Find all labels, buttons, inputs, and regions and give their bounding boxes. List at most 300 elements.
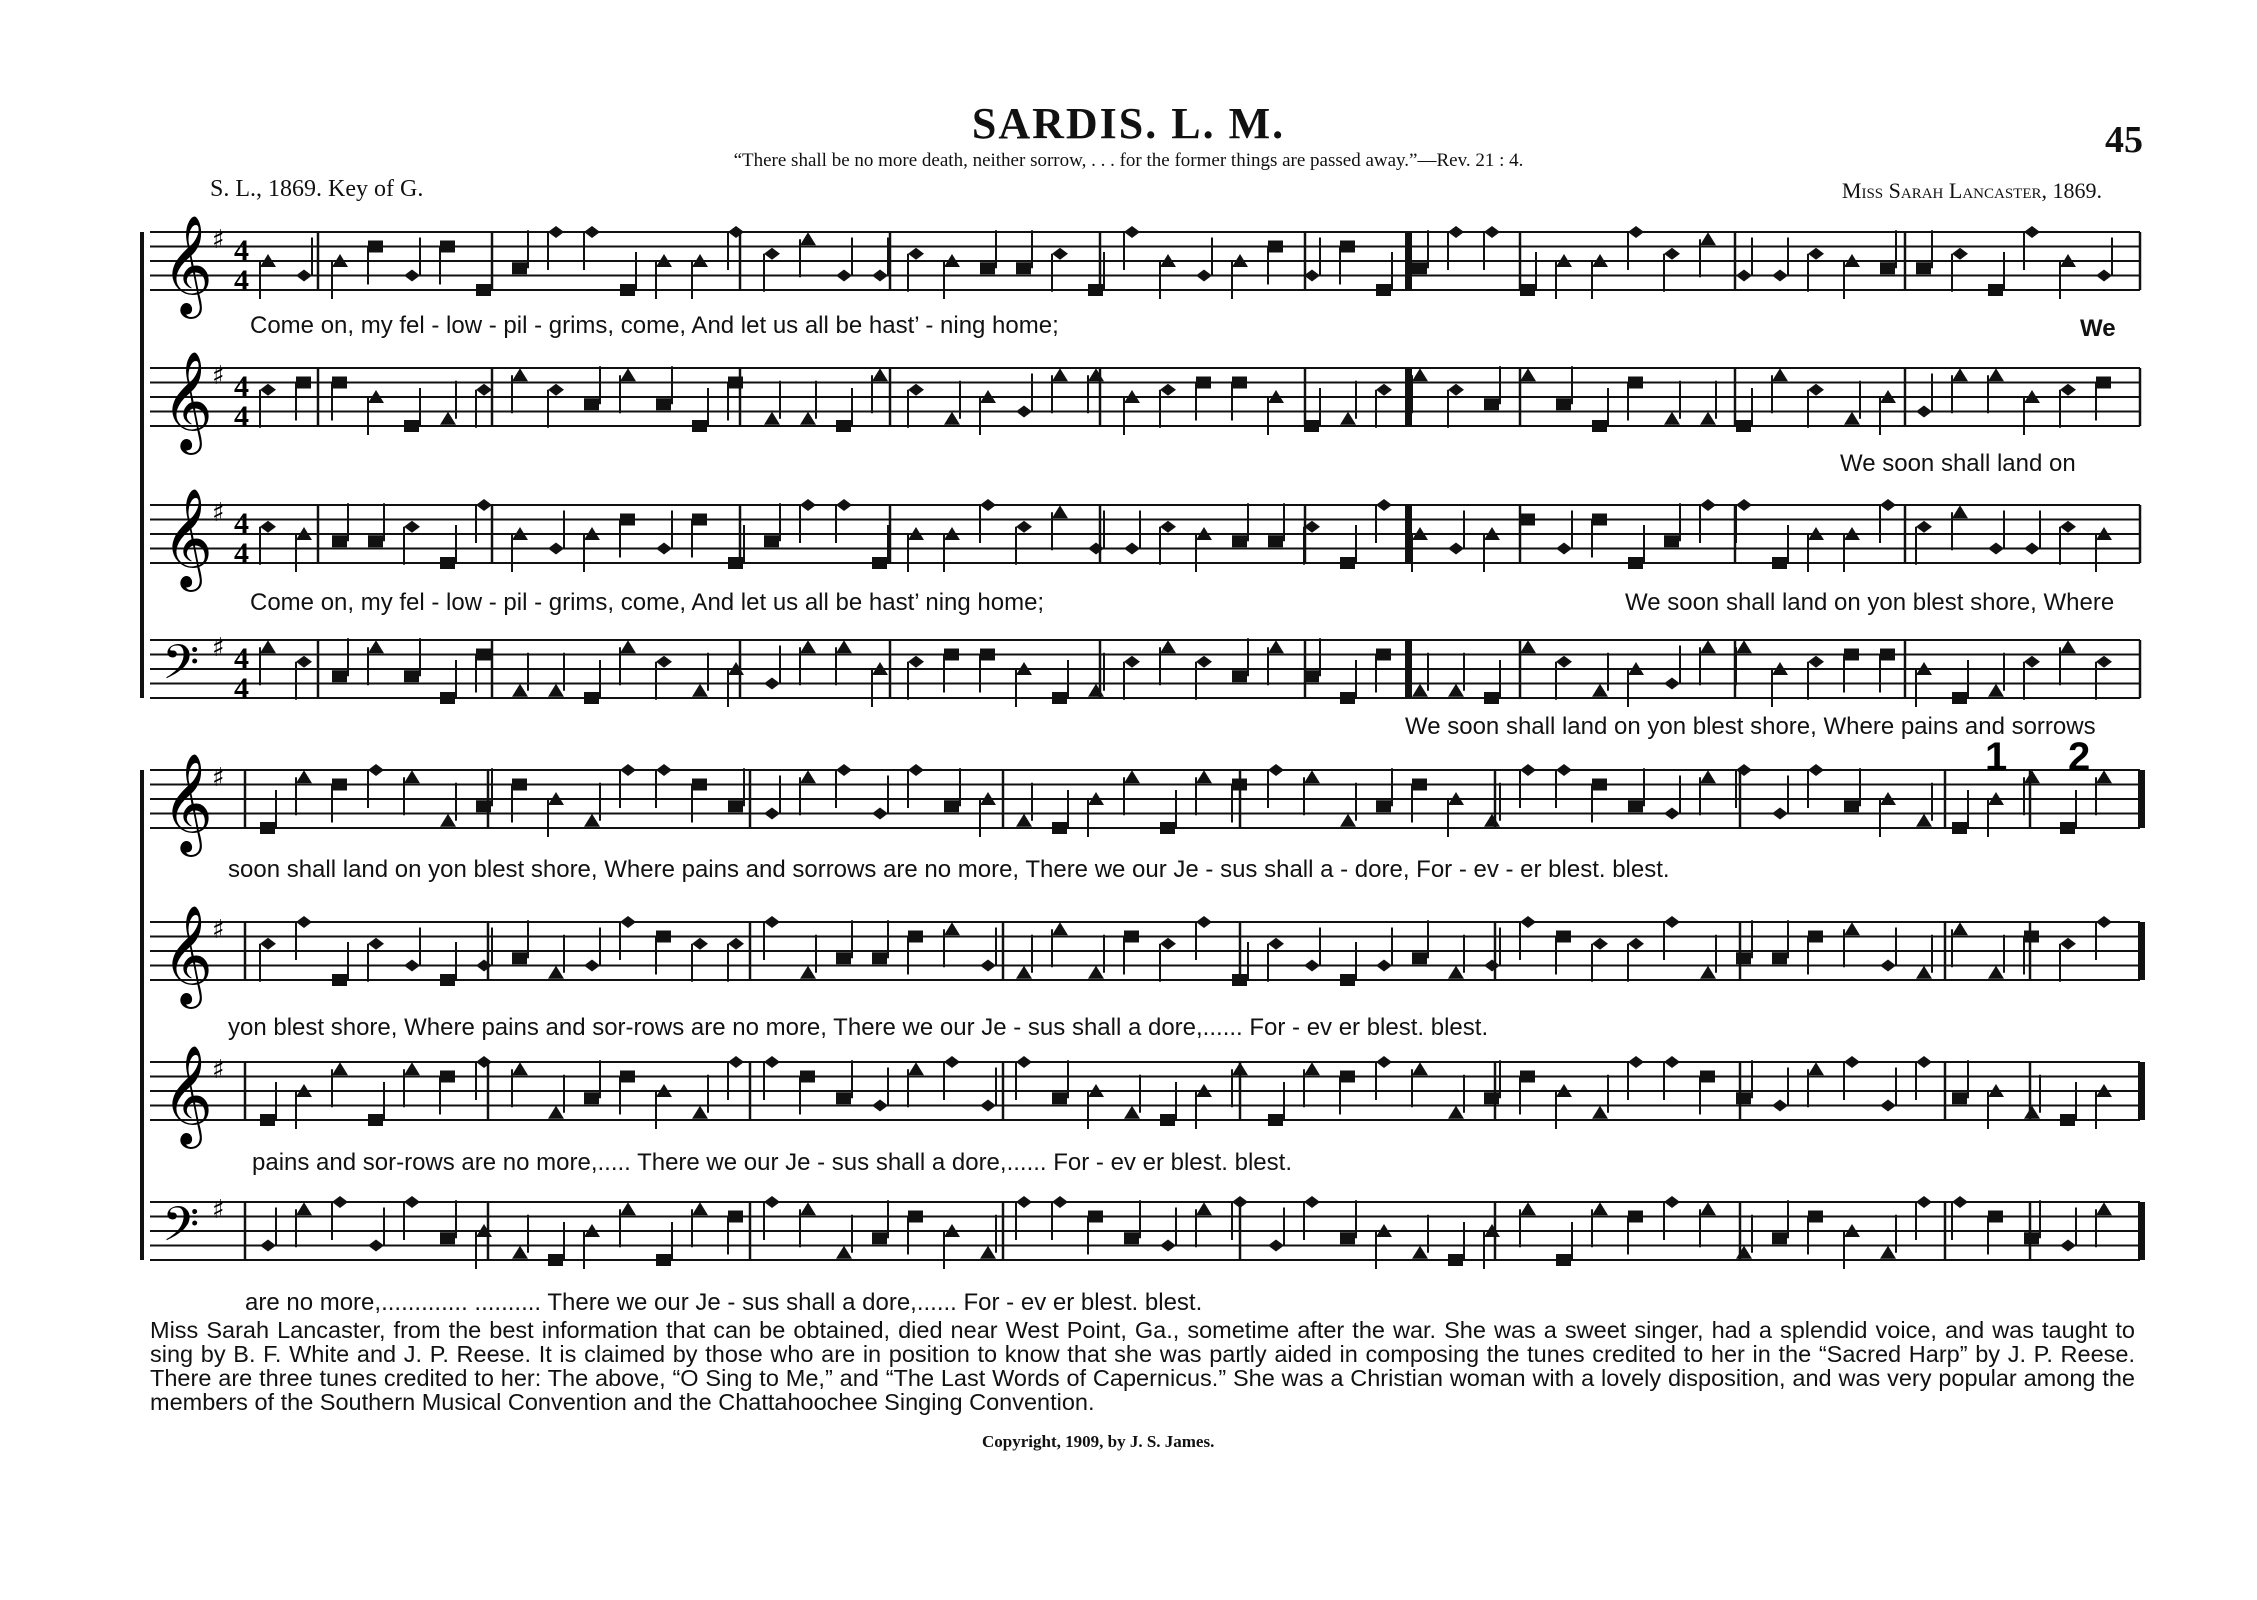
note-head xyxy=(548,543,564,555)
note-head xyxy=(1880,649,1895,661)
note-head xyxy=(512,1246,528,1259)
note-head xyxy=(1376,284,1391,296)
note-head xyxy=(1052,822,1067,834)
note-head xyxy=(1844,1056,1860,1068)
note-head xyxy=(1592,514,1607,526)
note-head xyxy=(1952,1092,1967,1104)
note-head xyxy=(872,808,888,820)
note-head xyxy=(836,270,852,282)
note-head xyxy=(1736,420,1751,432)
note-head xyxy=(1412,1062,1428,1075)
note-head xyxy=(440,974,455,986)
alto-lyrics-2: yon blest shore, Where pains and sor-rows are no more, There we our Je - sus shall a dore,...... For - ev er blest. blest. xyxy=(228,1014,1489,1041)
note-head xyxy=(1664,808,1680,820)
note-head xyxy=(692,514,707,526)
note-head xyxy=(620,1071,635,1083)
note-head xyxy=(2060,938,2076,950)
note-head xyxy=(1124,770,1140,783)
note-head xyxy=(1700,770,1716,783)
note-head xyxy=(800,640,816,653)
note-head xyxy=(440,1232,455,1244)
note-head xyxy=(2096,1202,2112,1215)
double-bar-line xyxy=(1405,505,1412,563)
note-head xyxy=(1520,1202,1536,1215)
note-head xyxy=(1988,368,2004,381)
note-head xyxy=(1880,499,1896,511)
note-head xyxy=(1808,248,1824,260)
note-head xyxy=(656,1254,671,1266)
note-head xyxy=(2060,822,2075,834)
note-head xyxy=(1916,406,1932,418)
note-head xyxy=(368,1114,383,1126)
note-head xyxy=(584,960,600,972)
note-head xyxy=(332,1062,348,1075)
note-head xyxy=(584,692,599,704)
note-head xyxy=(548,384,564,396)
note-head xyxy=(1340,241,1355,253)
note-head xyxy=(1664,916,1680,928)
note-head xyxy=(764,1196,780,1208)
note-head xyxy=(1916,1196,1932,1208)
note-head xyxy=(800,1071,815,1083)
treble-clef-icon: 𝄞 xyxy=(162,753,213,853)
note-head xyxy=(836,764,852,776)
note-head xyxy=(1556,543,1572,555)
note-head xyxy=(1448,684,1464,697)
note-head xyxy=(1376,384,1392,396)
note-head xyxy=(1160,938,1176,950)
note-head xyxy=(1880,960,1896,972)
note-head xyxy=(1916,966,1932,979)
note-head xyxy=(1232,1196,1248,1208)
note-head xyxy=(2060,521,2076,533)
note-head xyxy=(1304,1062,1320,1075)
note-head xyxy=(1268,938,1284,950)
note-head xyxy=(512,368,528,381)
tenor-lyrics-1: Come on, my fel - low - pil - grims, come, And let us all be hast’ ning home; xyxy=(250,589,1045,616)
note-head xyxy=(1592,684,1608,697)
note-head xyxy=(2024,1232,2039,1244)
note-head xyxy=(800,232,816,245)
treble-lyrics-1: Come on, my fel - low - pil - grims, come, And let us all be hast’ - ning home; xyxy=(250,312,1059,339)
note-head xyxy=(1916,262,1931,274)
note-head xyxy=(1952,692,1967,704)
note-head xyxy=(1016,1056,1032,1068)
note-head xyxy=(2096,770,2112,783)
note-head xyxy=(1160,521,1176,533)
note-head xyxy=(1880,262,1895,274)
note-head xyxy=(1952,505,1968,518)
note-head xyxy=(1556,1254,1571,1266)
note-head xyxy=(296,377,311,389)
note-head xyxy=(440,692,455,704)
note-head xyxy=(1016,521,1032,533)
note-head xyxy=(512,684,528,697)
note-head xyxy=(1052,368,1068,381)
note-head xyxy=(944,922,960,935)
note-head xyxy=(764,916,780,928)
note-head xyxy=(368,764,384,776)
note-head xyxy=(1808,1062,1824,1075)
note-head xyxy=(1952,822,1967,834)
note-head xyxy=(1736,952,1751,964)
note-head xyxy=(800,499,816,511)
note-head xyxy=(1448,384,1464,396)
note-head xyxy=(1952,1196,1968,1208)
note-head xyxy=(980,262,995,274)
note-head xyxy=(764,678,780,690)
treble-clef-icon: 𝄞 xyxy=(162,905,213,1005)
note-head xyxy=(404,521,420,533)
note-head xyxy=(296,270,312,282)
note-head xyxy=(476,649,491,661)
note-head xyxy=(1808,931,1823,943)
note-head xyxy=(1268,764,1284,776)
note-head xyxy=(1664,678,1680,690)
note-head xyxy=(1880,1246,1896,1259)
sharp-icon: ♯ xyxy=(212,498,225,528)
note-head xyxy=(1736,640,1752,653)
note-head xyxy=(2024,656,2040,668)
note-head xyxy=(1664,1196,1680,1208)
note-head xyxy=(1376,499,1392,511)
note-head xyxy=(260,1240,276,1252)
note-head xyxy=(1988,543,2004,555)
note-head xyxy=(1556,931,1571,943)
note-head xyxy=(1052,1196,1068,1208)
bass-clef-icon: 𝄢 xyxy=(162,1196,200,1264)
note-head xyxy=(764,412,780,425)
note-head xyxy=(728,1056,744,1068)
note-head xyxy=(620,764,636,776)
note-head xyxy=(1520,514,1535,526)
note-head xyxy=(1844,412,1860,425)
note-head xyxy=(1736,270,1752,282)
note-head xyxy=(1484,1092,1499,1104)
note-head xyxy=(332,974,347,986)
ending-number-2: 2 xyxy=(2068,735,2091,779)
note-head xyxy=(728,226,744,238)
note-head xyxy=(1196,656,1212,668)
note-head xyxy=(476,960,492,972)
note-head xyxy=(1448,966,1464,979)
note-head xyxy=(548,1106,564,1119)
note-head xyxy=(476,1056,492,1068)
note-head xyxy=(1124,931,1139,943)
sharp-icon: ♯ xyxy=(212,1055,225,1085)
note-head xyxy=(1772,368,1788,381)
note-head xyxy=(1520,284,1535,296)
note-head xyxy=(1016,966,1032,979)
note-head xyxy=(872,368,888,381)
note-head xyxy=(1592,1202,1608,1215)
note-head xyxy=(1808,384,1824,396)
double-bar-line xyxy=(1405,368,1412,426)
treble-clef-icon: 𝄞 xyxy=(162,215,213,315)
note-head xyxy=(1052,248,1068,260)
note-head xyxy=(1088,966,1104,979)
sharp-icon: ♯ xyxy=(212,763,225,793)
note-head xyxy=(908,656,924,668)
bass-lyrics-1-end: We soon shall land on yon blest shore, Where pains and sorrows xyxy=(1405,713,2096,740)
note-head xyxy=(548,226,564,238)
note-head xyxy=(1700,412,1716,425)
note-head xyxy=(548,1254,563,1266)
sharp-icon: ♯ xyxy=(212,1195,225,1225)
double-bar-line xyxy=(2138,922,2145,980)
note-head xyxy=(1592,1106,1608,1119)
note-head xyxy=(2096,656,2112,668)
note-head xyxy=(296,656,312,668)
note-head xyxy=(512,952,527,964)
note-head xyxy=(584,1092,599,1104)
note-head xyxy=(944,649,959,661)
note-head xyxy=(2024,931,2039,943)
note-head xyxy=(332,535,347,547)
note-head xyxy=(1052,922,1068,935)
note-head xyxy=(1124,1106,1140,1119)
note-head xyxy=(908,384,924,396)
note-head xyxy=(1952,922,1968,935)
note-head xyxy=(1664,412,1680,425)
note-head xyxy=(1484,398,1499,410)
note-head xyxy=(1124,1232,1139,1244)
time-signature: 4 xyxy=(234,537,249,570)
note-head xyxy=(1412,952,1427,964)
note-head xyxy=(1196,916,1212,928)
note-head xyxy=(1340,974,1355,986)
note-head xyxy=(800,770,816,783)
composer-credit: Miss Sarah Lancaster, 1869. xyxy=(1841,178,2102,203)
note-head xyxy=(1700,232,1716,245)
note-head xyxy=(1772,557,1787,569)
note-head xyxy=(1340,814,1356,827)
note-head xyxy=(2096,916,2112,928)
note-head xyxy=(1988,1211,2003,1223)
note-head xyxy=(1484,814,1500,827)
note-head xyxy=(1520,368,1536,381)
note-head xyxy=(656,931,671,943)
note-head xyxy=(1520,640,1536,653)
note-head xyxy=(1232,1062,1248,1075)
note-head xyxy=(1232,670,1247,682)
note-head xyxy=(1952,368,1968,381)
note-head xyxy=(1016,406,1032,418)
note-head xyxy=(980,499,996,511)
note-head xyxy=(1916,521,1932,533)
note-head xyxy=(2096,377,2111,389)
note-head xyxy=(1232,535,1247,547)
note-head xyxy=(1160,1114,1175,1126)
note-head xyxy=(980,1100,996,1112)
note-head xyxy=(296,1202,312,1215)
note-head xyxy=(908,1211,923,1223)
note-head xyxy=(1700,499,1716,511)
note-head xyxy=(692,779,707,791)
note-head xyxy=(2096,270,2112,282)
time-signature: 4 xyxy=(234,400,249,433)
note-head xyxy=(1196,1202,1212,1215)
note-head xyxy=(1232,779,1247,791)
note-head xyxy=(908,764,924,776)
note-head xyxy=(2024,226,2040,238)
note-head xyxy=(1340,1232,1355,1244)
note-head xyxy=(872,1232,887,1244)
note-head xyxy=(368,241,383,253)
note-head xyxy=(836,1246,852,1259)
note-head xyxy=(1448,226,1464,238)
tenor-lyrics-2: pains and sor-rows are no more,..... There we our Je - sus shall a dore,...... For - ev er blest. blest. xyxy=(252,1149,1292,1176)
sharp-icon: ♯ xyxy=(212,915,225,945)
note-head xyxy=(1124,543,1140,555)
note-head xyxy=(1664,248,1680,260)
note-head xyxy=(1664,535,1679,547)
note-head xyxy=(260,1114,275,1126)
note-head xyxy=(1628,226,1644,238)
note-head xyxy=(404,1196,420,1208)
note-head xyxy=(800,966,816,979)
note-head xyxy=(1952,248,1968,260)
note-head xyxy=(1304,1196,1320,1208)
note-head xyxy=(1484,692,1499,704)
note-head xyxy=(1088,284,1103,296)
ending-number-1: 1 xyxy=(1985,735,2008,779)
note-head xyxy=(1484,960,1500,972)
page-number: 45 xyxy=(2105,119,2143,161)
note-head xyxy=(1628,938,1644,950)
note-head xyxy=(1232,974,1247,986)
note-head xyxy=(728,938,744,950)
note-head xyxy=(1088,368,1104,381)
note-head xyxy=(1772,270,1788,282)
note-head xyxy=(548,966,564,979)
note-head xyxy=(980,649,995,661)
note-head xyxy=(1340,1071,1355,1083)
note-head xyxy=(1880,1100,1896,1112)
note-head xyxy=(1628,557,1643,569)
note-head xyxy=(260,521,276,533)
treble-clef-icon: 𝄞 xyxy=(162,351,213,451)
note-head xyxy=(584,814,600,827)
note-head xyxy=(260,938,276,950)
note-head xyxy=(1988,284,2003,296)
note-head xyxy=(2060,1240,2076,1252)
note-head xyxy=(1736,1092,1751,1104)
double-bar-line xyxy=(2138,1062,2145,1120)
note-head xyxy=(944,1056,960,1068)
note-head xyxy=(1556,656,1572,668)
note-head xyxy=(1124,226,1140,238)
note-head xyxy=(656,543,672,555)
note-head xyxy=(1700,1071,1715,1083)
note-head xyxy=(1808,1211,1823,1223)
note-head xyxy=(692,1106,708,1119)
note-head xyxy=(1232,377,1247,389)
note-head xyxy=(404,270,420,282)
note-head xyxy=(1772,808,1788,820)
note-head xyxy=(1340,557,1355,569)
note-head xyxy=(692,1202,708,1215)
note-head xyxy=(332,779,347,791)
note-head xyxy=(836,420,851,432)
treble-clef-icon: 𝄞 xyxy=(162,488,213,588)
page-title: SARDIS. L. M. xyxy=(971,99,1286,148)
note-head xyxy=(1268,535,1283,547)
note-head xyxy=(656,398,671,410)
note-head xyxy=(728,557,743,569)
note-head xyxy=(1700,1202,1716,1215)
bass-lyrics-2: are no more,............. .......... There we our Je - sus shall a dore,...... For - ev er blest. blest. xyxy=(245,1289,1203,1316)
note-head xyxy=(1304,270,1320,282)
note-head xyxy=(1448,543,1464,555)
note-head xyxy=(728,377,743,389)
note-head xyxy=(980,1246,996,1259)
note-head xyxy=(1160,384,1176,396)
note-head xyxy=(872,557,887,569)
sharp-icon: ♯ xyxy=(212,225,225,255)
note-head xyxy=(1340,412,1356,425)
note-head xyxy=(1736,499,1752,511)
note-head xyxy=(1016,814,1032,827)
note-head xyxy=(1844,922,1860,935)
note-head xyxy=(1268,640,1284,653)
note-head xyxy=(260,822,275,834)
note-head xyxy=(1772,1100,1788,1112)
note-head xyxy=(1160,1240,1176,1252)
note-head xyxy=(1412,1246,1428,1259)
note-head xyxy=(1268,1114,1283,1126)
note-head xyxy=(1520,916,1536,928)
note-head xyxy=(764,248,780,260)
note-head xyxy=(1016,1196,1032,1208)
note-head xyxy=(1412,779,1427,791)
note-head xyxy=(872,952,887,964)
bass-clef-icon: 𝄢 xyxy=(162,634,200,702)
note-head xyxy=(1628,1211,1643,1223)
note-head xyxy=(944,412,960,425)
sharp-icon: ♯ xyxy=(212,361,225,391)
note-head xyxy=(2024,1106,2040,1119)
note-head xyxy=(872,1100,888,1112)
note-head xyxy=(548,684,564,697)
note-head xyxy=(1088,684,1104,697)
note-head xyxy=(260,384,276,396)
treble-clef-icon: 𝄞 xyxy=(162,1045,213,1145)
copyright-notice: Copyright, 1909, by J. S. James. xyxy=(982,1432,1215,1451)
note-head xyxy=(1520,1071,1535,1083)
note-head xyxy=(1844,800,1859,812)
note-head xyxy=(404,770,420,783)
note-head xyxy=(1916,1056,1932,1068)
note-head xyxy=(368,1240,384,1252)
note-head xyxy=(2024,770,2040,783)
note-head xyxy=(1052,505,1068,518)
double-bar-line xyxy=(2138,1202,2145,1260)
note-head xyxy=(476,499,492,511)
note-head xyxy=(476,284,491,296)
time-signature: 4 xyxy=(234,642,249,675)
note-head xyxy=(1628,1056,1644,1068)
note-head xyxy=(584,226,600,238)
note-head xyxy=(1376,960,1392,972)
sharp-icon: ♯ xyxy=(212,633,225,663)
note-head xyxy=(800,412,816,425)
note-head xyxy=(260,640,276,653)
note-head xyxy=(692,684,708,697)
note-head xyxy=(476,384,492,396)
note-head xyxy=(440,814,456,827)
note-head xyxy=(476,800,491,812)
